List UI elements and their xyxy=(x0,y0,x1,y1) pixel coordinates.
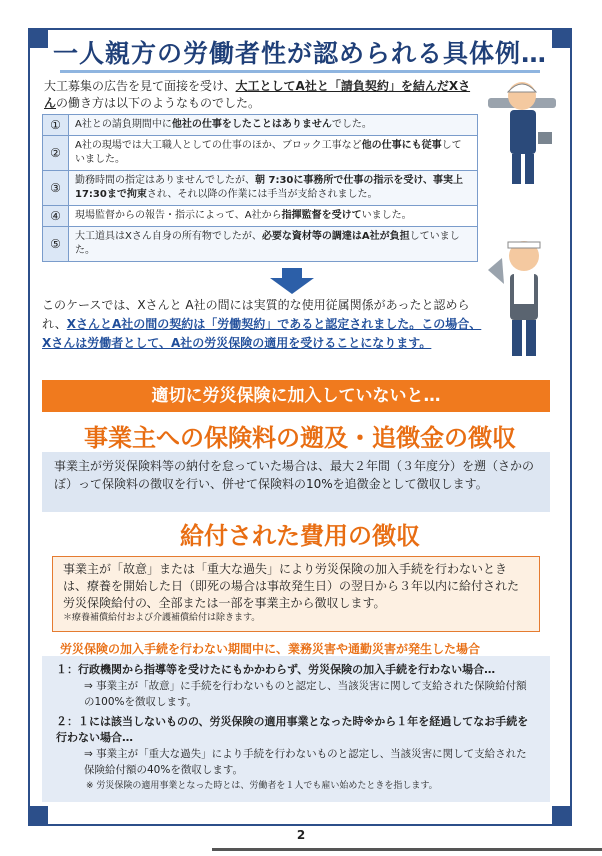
table-row xyxy=(43,227,478,262)
footnote: ※ 労災保険の適用事業となった時とは、労働者を１人でも雇い始めたときを指します。 xyxy=(86,781,438,791)
row-text: A社の現場では大工職人としての仕事のほか、ブロック工事など他の仕事にも従事していました。 xyxy=(69,136,478,171)
retroactive-collection-box: 事業主が労災保険料等の納付を怠っていた場合は、最大２年間（３年度分）を遡（さかのぼ）って保険料の徴収を行い、併せて保険料の10%を追徴金として徴収します。 xyxy=(42,452,550,512)
row-text: 大工道具はXさん自身の所有物でしたが、必要な資材等の調達はA社が負担していました。 xyxy=(69,227,478,262)
down-arrow-icon xyxy=(270,268,314,294)
intro-part-3: の働き方は以下のようなものでした。 xyxy=(56,96,261,110)
row-number: ④ xyxy=(43,206,69,227)
benefit-collection-box xyxy=(52,556,540,632)
case-title: ２：１には該当しないものの、労災保険の適用事業となった時※から１年を経過してなお手続を行わない場合… xyxy=(56,715,529,744)
title-underline xyxy=(60,70,540,73)
row-text: A社との請負期間中に他社の仕事をしたことはありませんでした。 xyxy=(69,115,478,136)
conclusion-part-1: このケースでは、Xさんと A社の間には実質的な使用従属関係があったと認められ、 xyxy=(42,298,470,331)
benefit-collection-note: ＊療養補償給付および介護補償給付は除きます。 xyxy=(63,613,261,623)
case-title: １：行政機関から指導等を受けたにもかかわらず、労災保険の加入手続を行わない場合… xyxy=(56,663,496,676)
row-number: ③ xyxy=(43,171,69,206)
foreman-illustration xyxy=(484,234,564,364)
warning-banner: 適切に労災保険に加入していないと… xyxy=(42,380,550,412)
heading-benefit-collection: 給付された費用の徴収 xyxy=(180,522,420,550)
work-conditions-table xyxy=(42,114,478,262)
accident-cases-box xyxy=(42,656,550,802)
conclusion-part-2: XさんとA社の間の契約は「労働契約」であると認定されました。この場合、Xさんは労働者として、A社の労災保険の適用を受けることになります。 xyxy=(42,317,482,350)
row-number: ① xyxy=(43,115,69,136)
corner-decoration xyxy=(552,806,572,826)
table-row xyxy=(43,206,478,227)
row-number: ② xyxy=(43,136,69,171)
case-detail: ⇒ 事業主が「故意」に手続を行わないものと認定し、当該災害に関して支給された保険給付額の100%を徴収します。 xyxy=(84,680,527,708)
table-row xyxy=(43,171,478,206)
case-detail: ⇒ 事業主が「重大な過失」により手続を行わないものと認定し、当該災害に関して支給された保険給付額の40%を徴収します。 xyxy=(84,748,527,776)
benefit-collection-text: 事業主が「故意」または「重大な過失」により労災保険の加入手続を行わないときは、療養を開始した日（即死の場合は事故発生日）の翌日から３年以内に給付された労災保険給付の、全部または一部を事業主から徴収します。 xyxy=(63,562,520,610)
bottom-rule xyxy=(212,848,602,851)
subheading-accident-cases: 労災保険の加入手続を行わない期間中に、業務災害や通勤災害が発生した場合 xyxy=(60,642,481,656)
intro-part-2: 大工としてA社と「請負契約」を結んだXさん xyxy=(44,79,471,110)
row-text: 現場監督からの報告・指示によって、A社から指揮監督を受けていました。 xyxy=(69,206,478,227)
carpenter-illustration xyxy=(482,76,562,196)
page-title: 一人親方の労働者性が認められる具体例… xyxy=(52,39,547,68)
table-row xyxy=(43,136,478,171)
conclusion-text xyxy=(42,296,482,353)
heading-retroactive-collection: 事業主への保険料の遡及・追徴金の徴収 xyxy=(84,424,516,452)
row-number: ⑤ xyxy=(43,227,69,262)
corner-decoration xyxy=(28,806,48,826)
row-text: 勤務時間の指定はありませんでしたが、朝 7:30に事務所で仕事の指示を受け、事実上 17:30まで拘束され、それ以降の作業には手当が支給されました。 xyxy=(69,171,478,206)
intro-text xyxy=(44,78,474,112)
intro-part-1: 大工募集の広告を見て面接を受け、 xyxy=(44,79,236,93)
page-number: 2 xyxy=(296,828,306,842)
table-row xyxy=(43,115,478,136)
